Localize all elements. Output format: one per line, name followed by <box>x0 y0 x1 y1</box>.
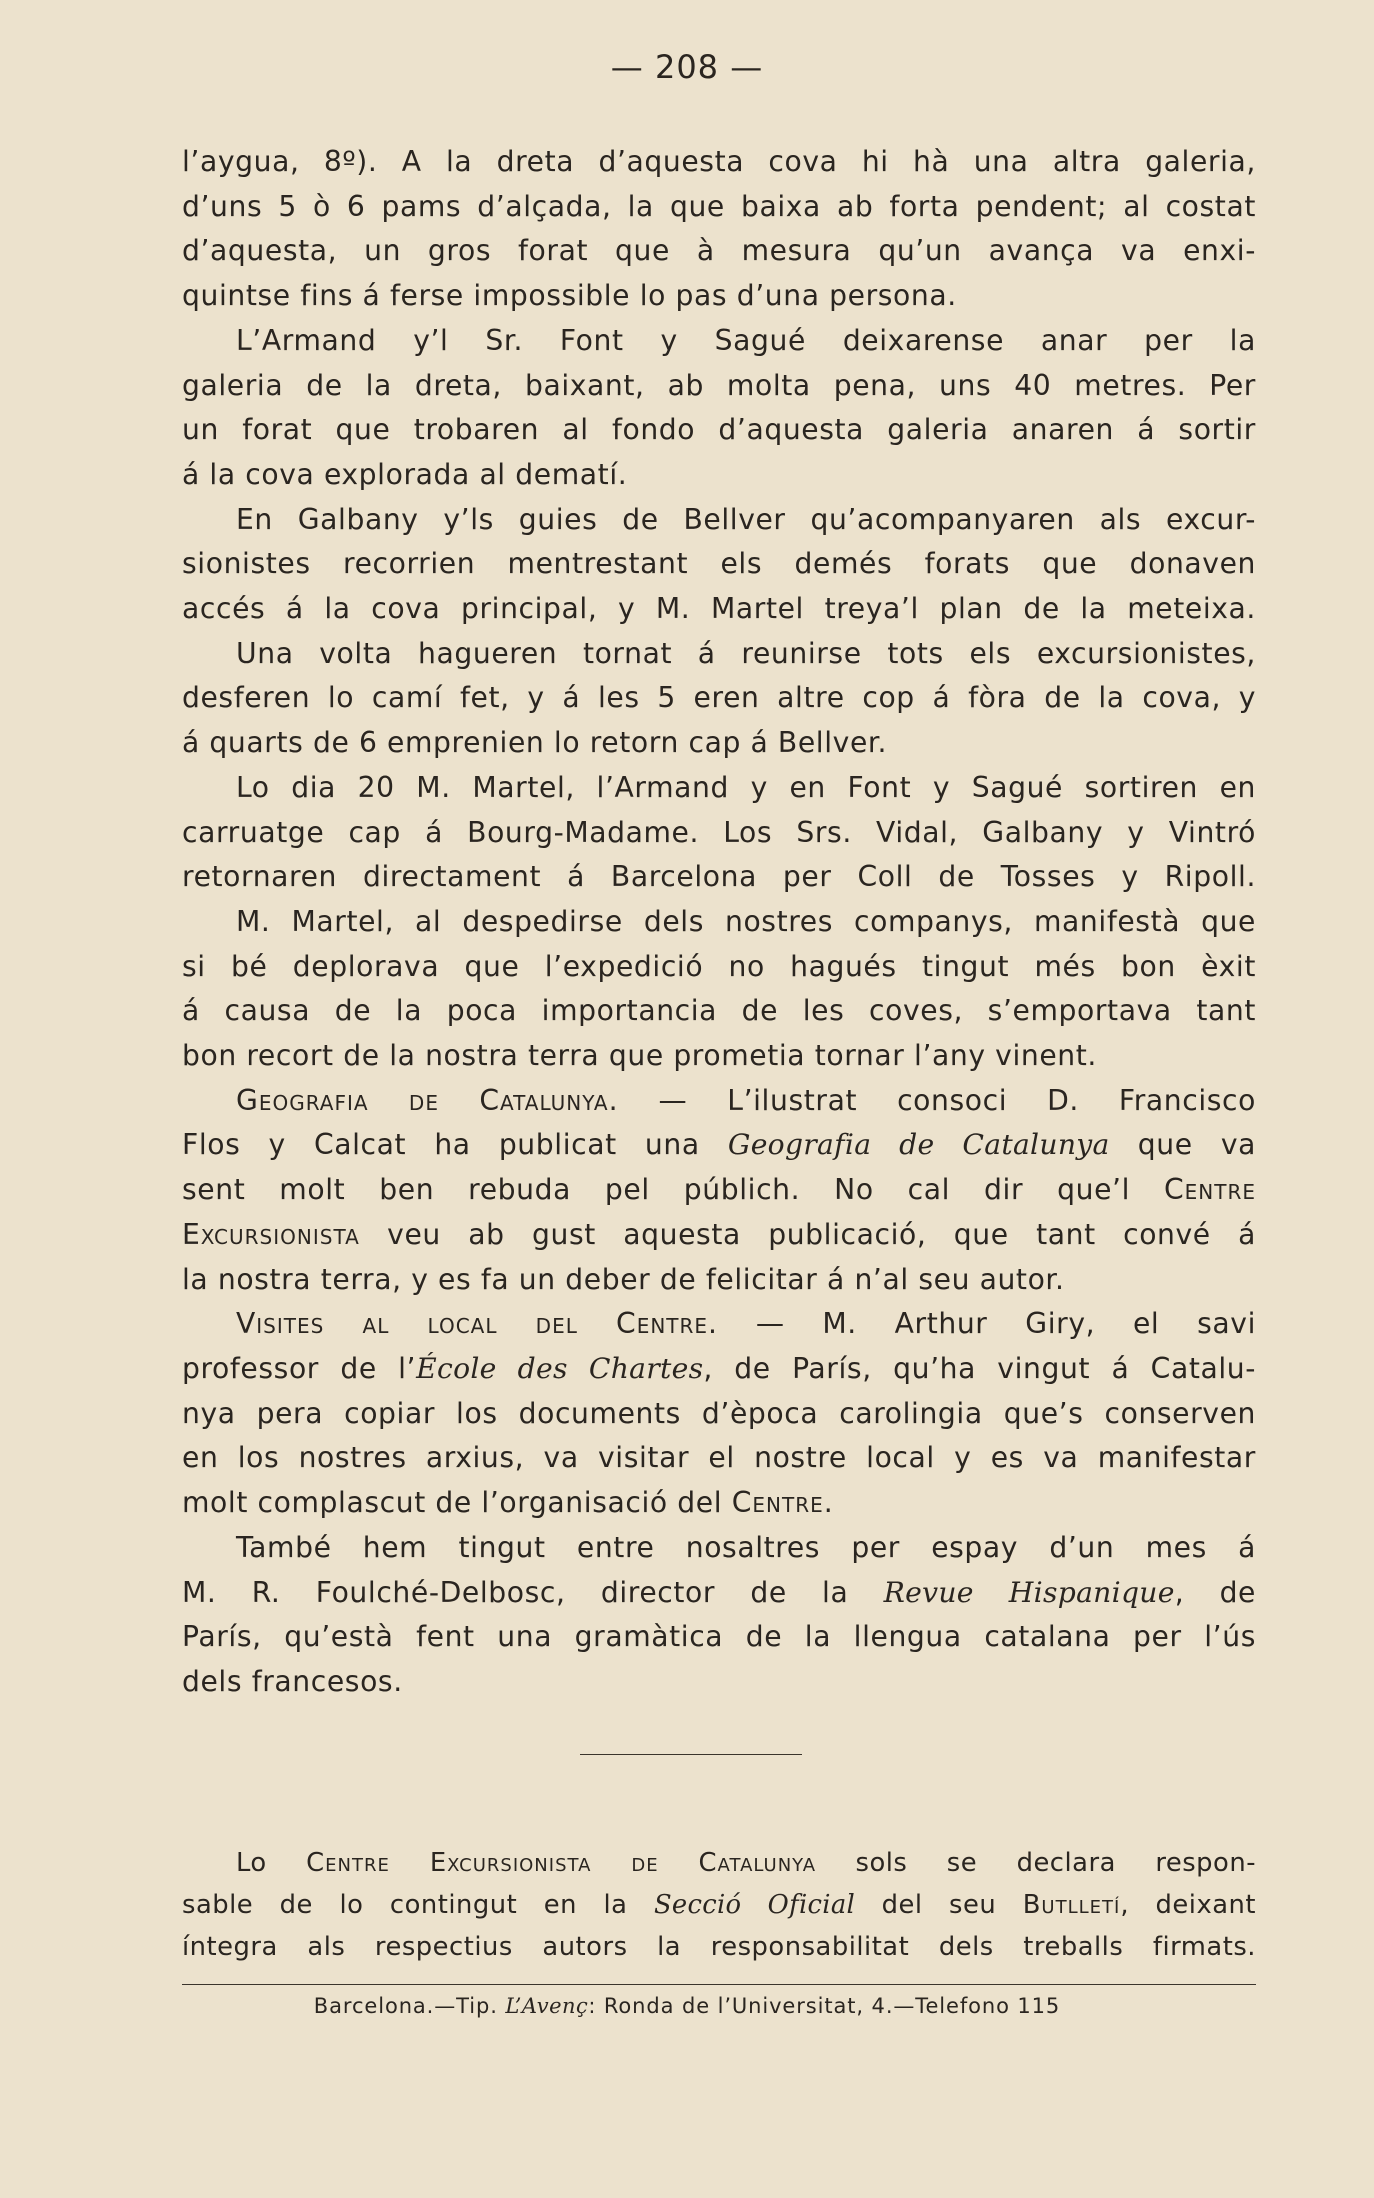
printer-name: L’Avenç <box>505 1994 589 2018</box>
text-line: á la cova explorada al dematí. <box>182 457 628 491</box>
smallcaps-word: Centre <box>1163 1173 1256 1207</box>
text-line: Lo dia 20 M. Martel, l’Armand y en Font y Sagué sortiren en <box>236 770 1256 804</box>
text-line: desferen lo camí fet, y á les 5 eren altre cop á fòra de la cova, y <box>182 681 1256 715</box>
text-span: Barcelona.—Tip. <box>313 1994 506 2018</box>
text-line: galeria de la dreta, baixant, ab molta pena, uns 40 metres. Per <box>182 368 1256 402</box>
disclaimer-notice <box>182 1842 1256 1968</box>
text-line: á causa de la poca importancia de les coves, s’emportava tant <box>182 994 1256 1028</box>
visites-line: nya pera copiar los documents d’època carolingia que’s conserven <box>182 1396 1256 1430</box>
section-heading: Visites al local del Centre. <box>236 1307 719 1341</box>
visites-line <box>182 1347 1256 1392</box>
text-line: si bé deplorava que l’expedició no hagués tingut més bon èxit <box>182 949 1256 983</box>
text-line: l’aygua, 8º). A la dreta d’aquesta cova hi hà una altra galeria, <box>182 145 1256 178</box>
school-title: École des Chartes <box>416 1351 704 1385</box>
tambe-line <box>182 1571 1256 1616</box>
text-span: Flos y Calcat ha publicat una <box>182 1128 728 1162</box>
body-text <box>182 140 1256 1705</box>
text-span: . <box>823 1486 834 1520</box>
text-span: veu ab gust aquesta publicació, que tant convé á <box>359 1217 1256 1251</box>
bulletin-name: Butlletí <box>1022 1890 1121 1920</box>
text-span: M. R. Foulché-Delbosc, director de la <box>182 1575 884 1609</box>
geografia-line <box>182 1213 1256 1258</box>
page-number: — 208 — <box>610 48 764 86</box>
visites-line <box>182 1481 1256 1526</box>
text-span: sent molt ben rebuda pel públich. No cal dir que’l <box>182 1173 1164 1207</box>
text-span: , de París, qu’ha vingut á Catalu- <box>703 1351 1257 1385</box>
text-line: sionistes recorrien mentrestant els demés forats que donaven <box>182 547 1256 581</box>
tambe-line: També hem tingut entre nosaltres per espay d’un mes á <box>236 1530 1256 1564</box>
text-line: En Galbany y’ls guies de Bellver qu’acompanyaren als excur- <box>236 502 1256 536</box>
text-line: L’Armand y’l Sr. Font y Sagué deixarense anar per la <box>236 323 1256 357</box>
text-span: : Ronda de l’Universitat, 4.—Telefono 115 <box>588 1994 1061 2018</box>
geografia-line <box>182 1079 1256 1124</box>
text-line: d’aquesta, un gros forat que à mesura qu’un avança va enxi- <box>182 234 1256 268</box>
text-span: sable de lo contingut en la <box>182 1890 654 1920</box>
text-span: , de <box>1174 1575 1257 1609</box>
text-line: retornaren directament á Barcelona per Coll de Tosses y Ripoll. <box>182 860 1256 894</box>
smallcaps-word: Excursionista <box>182 1217 360 1251</box>
text-line: Una volta hagueren tornat á reunirse tots els excursionistes, <box>236 636 1256 670</box>
text-line: M. Martel, al despedirse dels nostres companys, manifestà que <box>236 904 1256 938</box>
text-span: molt complascut de l’organisació del <box>182 1486 732 1520</box>
text-span: — M. Arthur Giry, el savi <box>718 1307 1256 1341</box>
text-line: accés á la cova principal, y M. Martel treya’l plan de la meteixa. <box>182 592 1256 626</box>
tambe-line: dels francesos. <box>182 1664 403 1698</box>
text-line: á quarts de 6 emprenien lo retorn cap á Bellver. <box>182 726 888 760</box>
smallcaps-word: Centre <box>731 1486 824 1520</box>
geografia-line <box>182 1168 1256 1213</box>
text-span: Lo <box>236 1848 307 1878</box>
visites-line: en los nostres arxius, va visitar el nostre local y es va manifestar <box>182 1441 1256 1475</box>
section-heading: Geografia de Catalunya. <box>236 1083 619 1117</box>
notice-line <box>182 1842 1256 1884</box>
text-span: del seu <box>855 1890 1023 1920</box>
organization-name: Centre Excursionista de Catalunya <box>306 1848 817 1878</box>
divider <box>182 1984 1256 1985</box>
text-line: d’uns 5 ò 6 pams d’alçada, la que baixa ab forta pendent; al costat <box>182 189 1256 223</box>
text-line: carruatge cap á Bourg-Madame. Los Srs. Vidal, Galbany y Vintró <box>182 815 1256 849</box>
journal-title: Revue Hispanique <box>883 1575 1175 1609</box>
text-span: , deixant <box>1120 1890 1256 1920</box>
text-span: que va <box>1109 1128 1256 1162</box>
geografia-line: la nostra terra, y es fa un deber de felicitar á n’al seu autor. <box>182 1262 1065 1296</box>
notice-line: íntegra als respectius autors la responsabilitat dels treballs firmats. <box>182 1932 1256 1962</box>
section-name: Secció Oficial <box>653 1890 856 1920</box>
text-line: un forat que trobaren al fondo d’aquesta galeria anaren á sortir <box>182 413 1256 447</box>
book-title: Geografia de Catalunya <box>727 1128 1110 1162</box>
text-span: professor de l’ <box>182 1351 417 1385</box>
visites-line <box>182 1302 1256 1347</box>
printer-imprint <box>0 1994 1374 2018</box>
geografia-line <box>182 1123 1256 1168</box>
text-span: sols se declara respon- <box>816 1848 1256 1878</box>
text-line: bon recort de la nostra terra que prometia tornar l’any vinent. <box>182 1039 1097 1073</box>
text-line: quintse fins á ferse impossible lo pas d’una persona. <box>182 279 957 313</box>
divider <box>580 1754 802 1755</box>
tambe-line: París, qu’està fent una gramàtica de la llengua catalana per l’ús <box>182 1620 1256 1654</box>
text-span: — L’ilustrat consoci D. Francisco <box>618 1083 1256 1117</box>
notice-line <box>182 1884 1256 1926</box>
